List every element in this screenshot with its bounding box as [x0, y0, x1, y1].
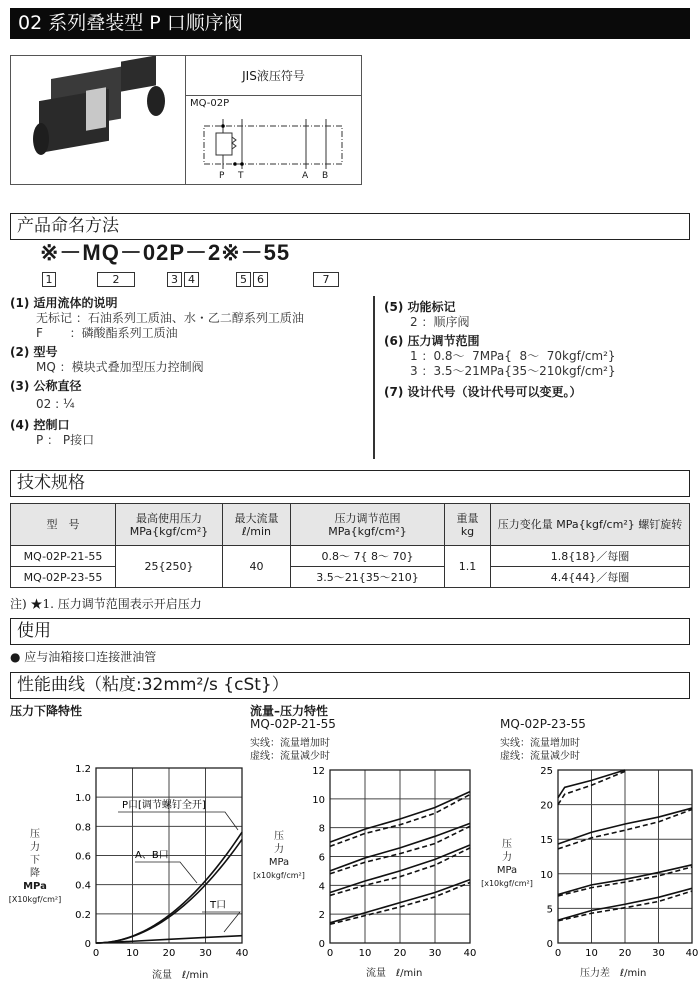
cell-range: 0.8～ 7{ 8～ 70}: [291, 546, 445, 567]
item-line: 1 ：0.8～ 7MPa{ 8～ 70kgf/cm²}: [410, 349, 616, 363]
item-title: (6) 压力调节范围: [384, 334, 480, 348]
product-photo: [10, 55, 186, 185]
code-box-7: 7: [313, 272, 339, 287]
x-tick-label: 10: [126, 948, 139, 959]
code-box-6: 6: [253, 272, 268, 287]
x-tick-label: 30: [428, 948, 442, 959]
header-model: 型 号: [11, 504, 116, 546]
x-tick-label: 10: [358, 948, 372, 959]
port-b-label: B: [322, 171, 329, 181]
column-divider: [373, 296, 375, 459]
cell-model: MQ-02P-21-55: [11, 546, 116, 567]
usage-note: ● 应与油箱接口连接泄油管: [10, 650, 157, 664]
y-tick-label: 0: [318, 939, 325, 950]
item-line: F ：磷酸酯系列工质油: [36, 326, 178, 340]
table-row: [11, 567, 690, 588]
chart2-ylabel: 压 力 MPa [x10kgf/cm²]: [253, 831, 305, 880]
jis-symbol-panel: [186, 55, 362, 185]
model-code: ※－MQ－02P－2※－55: [40, 240, 291, 265]
y-tick-label: 0: [84, 939, 91, 950]
chart3-title: MQ-02P-23-55: [500, 717, 586, 731]
cell-model: MQ-02P-23-55: [11, 567, 116, 588]
cell-change: 1.8{18}／每圈: [491, 546, 690, 567]
jis-title: JIS液压符号: [186, 56, 361, 96]
specs-note: 注) ★1. 压力调节范围表示开启压力: [10, 597, 202, 611]
y-tick-label: 8: [318, 823, 325, 835]
x-tick-label: 0: [326, 948, 334, 959]
y-tick-label: 1.2: [75, 764, 91, 775]
annotation-p-port: P口[调节螺钉全开]: [122, 800, 206, 811]
hydraulic-symbol: [186, 111, 362, 186]
header-weight: 重量 kg: [445, 504, 491, 546]
annotation-leader: [202, 912, 240, 932]
x-tick-label: 40: [463, 948, 477, 959]
item-title: (4) 控制口: [10, 418, 70, 432]
x-tick-label: 30: [199, 948, 212, 959]
annotation-leader: [118, 812, 238, 830]
item-title: (7) 设计代号（设计代号可以变更。）: [384, 385, 582, 399]
chart1-title: 压力下降特性: [10, 704, 83, 718]
x-tick-label: 40: [235, 948, 249, 959]
y-tick-label: 0.4: [75, 880, 91, 892]
chart2-group-title: 流量–压力特性: [250, 704, 329, 718]
x-tick-label: 30: [652, 948, 665, 959]
x-tick-label: 20: [393, 948, 407, 959]
y-tick-label: 12: [312, 766, 325, 777]
annotation-t-port: T口: [210, 900, 227, 911]
header-max-pressure: 最高使用压力 MPa{kgf/cm²}: [116, 504, 223, 546]
item-line: 3 ：3.5～21MPa{35～210kgf/cm²}: [410, 364, 616, 378]
code-box-1: 1: [42, 272, 56, 287]
item-line: P ： P接口: [36, 433, 95, 447]
header-change: 压力变化量 MPa{kgf/cm²} 螺钉旋转: [491, 504, 690, 546]
chart3-legend-dashed: 虚线：流量减少时: [500, 751, 580, 762]
port-p-label: P: [219, 171, 225, 181]
chart-pressure-drop: [0, 755, 250, 960]
cell-max-flow: 40: [223, 546, 291, 588]
header-range: 压力调节范围 MPa{kgf/cm²}: [291, 504, 445, 546]
x-tick-label: 20: [162, 948, 176, 959]
item-line: MQ ：模块式叠加型压力控制阀: [36, 360, 204, 374]
annotation-leader: [135, 862, 197, 883]
perf-section-header: 性能曲线（粘度:32mm²/s {cSt}）: [10, 672, 690, 699]
y-tick-label: 15: [540, 835, 553, 847]
port-t-label: T: [238, 171, 244, 181]
annotation-ab-port: A、B口: [135, 850, 169, 861]
chart3-ylabel: 压 力 MPa [x10kgf/cm²]: [481, 839, 533, 888]
specs-section-header: 技术规格: [10, 470, 690, 497]
x-tick-label: 40: [685, 948, 699, 959]
jis-model: MQ-02P: [190, 98, 230, 109]
cell-range: 3.5～21{35～210}: [291, 567, 445, 588]
port-a-label: A: [302, 171, 309, 181]
specs-table: [10, 503, 690, 588]
chart-flow-pressure-21: [250, 755, 480, 960]
y-tick-label: 0: [546, 939, 553, 950]
item-line: 无标记 ：石油系列工质油、水・乙二醇系列工质油: [36, 311, 304, 325]
chart1-xlabel: 流量 ℓ/min: [152, 970, 209, 981]
chart-flow-pressure-23: [480, 755, 700, 960]
table-row: [11, 546, 690, 567]
cell-change: 4.4{44}／每圈: [491, 567, 690, 588]
valve-image: [11, 56, 187, 186]
y-tick-label: 25: [540, 766, 553, 777]
header-max-flow: 最大流量 ℓ/min: [223, 504, 291, 546]
naming-items-right: [384, 300, 684, 400]
chart2-legend-dashed: 虚线：流量减少时: [250, 751, 330, 762]
chart3-xlabel: 压力差 ℓ/min: [580, 968, 647, 979]
y-tick-label: 0.6: [75, 851, 91, 863]
y-tick-label: 20: [540, 800, 553, 812]
y-tick-label: 5: [546, 904, 553, 916]
chart1-ylabel: 压 力 下 降 MPa [X10kgf/cm²]: [8, 829, 62, 904]
code-box-2: 2: [97, 272, 135, 287]
y-tick-label: 6: [318, 852, 325, 864]
x-tick-label: 0: [92, 948, 100, 959]
y-tick-label: 10: [540, 869, 553, 881]
usage-section-header: 使用: [10, 618, 690, 645]
x-tick-label: 20: [618, 948, 632, 959]
chart3-legend-solid: 实线：流量增加时: [500, 738, 580, 749]
cell-max-pressure: 25{250}: [116, 546, 223, 588]
item-title: (3) 公称直径: [10, 379, 82, 393]
chart2-legend-solid: 实线：流量增加时: [250, 738, 330, 749]
item-line: 2 ：顺序阀: [410, 315, 470, 329]
item-title: (5) 功能标记: [384, 300, 456, 314]
code-box-4: 4: [184, 272, 199, 287]
y-tick-label: 1.0: [75, 793, 91, 805]
item-title: (2) 型号: [10, 345, 58, 359]
y-tick-label: 0.8: [75, 822, 91, 834]
x-tick-label: 10: [585, 948, 598, 959]
page-title: 02 系列叠装型 P 口顺序阀: [10, 8, 690, 39]
chart2-title: MQ-02P-21-55: [250, 717, 336, 731]
code-box-5: 5: [236, 272, 251, 287]
naming-section-header: 产品命名方法: [10, 213, 690, 240]
item-title: (1) 适用流体的说明: [10, 296, 118, 310]
item-line: 02 : ¼: [36, 397, 75, 411]
cell-weight: 1.1: [445, 546, 491, 588]
y-tick-label: 4: [318, 881, 325, 893]
y-tick-label: 0.2: [75, 909, 91, 921]
x-tick-label: 0: [554, 948, 562, 959]
chart2-xlabel: 流量 ℓ/min: [366, 968, 423, 979]
code-box-3: 3: [167, 272, 182, 287]
y-tick-label: 10: [312, 794, 325, 806]
y-tick-label: 2: [318, 910, 325, 922]
naming-items-left: [10, 296, 370, 448]
